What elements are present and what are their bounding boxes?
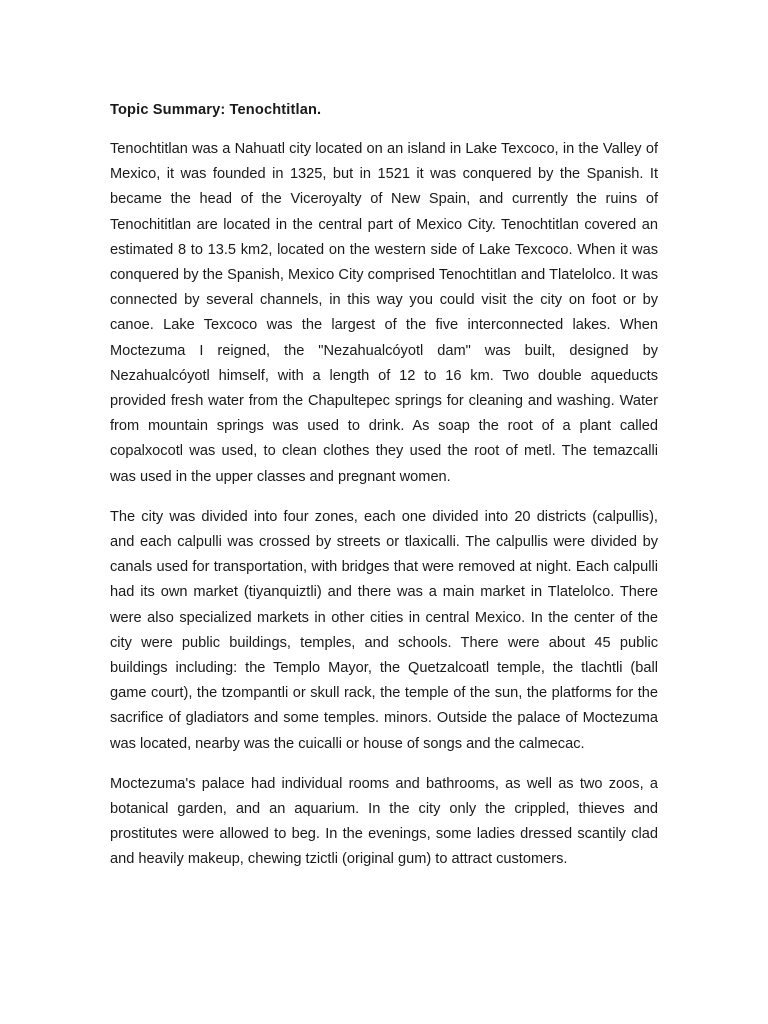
paragraph-2: The city was divided into four zones, each one divided into 20 districts (calpullis), and each calpulli was crossed by streets or tlaxicalli. The calpullis were divided by canals used for transportation, with bridges that were removed at night. Each calpulli had its own market (tiyanquiztli) and there was a main market in Tlatelolco. There were also specialized markets in other cities in central Mexico. In the center of the city were public buildings, temples, and schools. There were about 45 public buildings including: the Templo Mayor, the Quetzalcoatl temple, the tlachtli (ball game court), the tzompantli or skull rack, the temple of the sun, the platforms for the sacrifice of gladiators and some temples. minors. Outside the palace of Moctezuma was located, nearby was the cuicalli or house of songs and the calmecac.: [110, 508, 658, 752]
document-body: [110, 98, 658, 888]
document-title: Topic Summary: Tenochtitlan.: [110, 102, 322, 118]
paragraph-1: Tenochtitlan was a Nahuatl city located on an island in Lake Texcoco, in the Valley of Mexico, it was founded in 1325, but in 1521 it was conquered by the Spanish. It became the head of the Viceroyalty of New Spain, and currently the ruins of Tenochititlan are located in the central part of Mexico City. Tenochtitlan covered an estimated 8 to 13.5 km2, located on the western side of Lake Texcoco. When it was conquered by the Spanish, Mexico City comprised Tenochtitlan and Tlatelolco. It was connected by several channels, in this way you could visit the city on foot or by canoe. Lake Texcoco was the largest of the five interconnected lakes. When Moctezuma I reigned, the "Nezahualcóyotl dam" was built, designed by Nezahualcóyotl himself, with a length of 12 to 16 km. Two double aqueducts provided fresh water from the Chapultepec springs for cleaning and washing. Water from mountain springs was used to drink. As soap the root of a plant called copalxocotl was used, to clean clothes they used the root of metl. The temazcalli was used in the upper classes and pregnant women.: [110, 141, 658, 485]
paragraph-3: Moctezuma's palace had individual rooms and bathrooms, as well as two zoos, a botanical garden, and an aquarium. In the city only the crippled, thieves and prostitutes were allowed to beg. In the evenings, some ladies dressed scantily clad and heavily makeup, chewing tzictli (original gum) to attract customers.: [110, 775, 658, 868]
